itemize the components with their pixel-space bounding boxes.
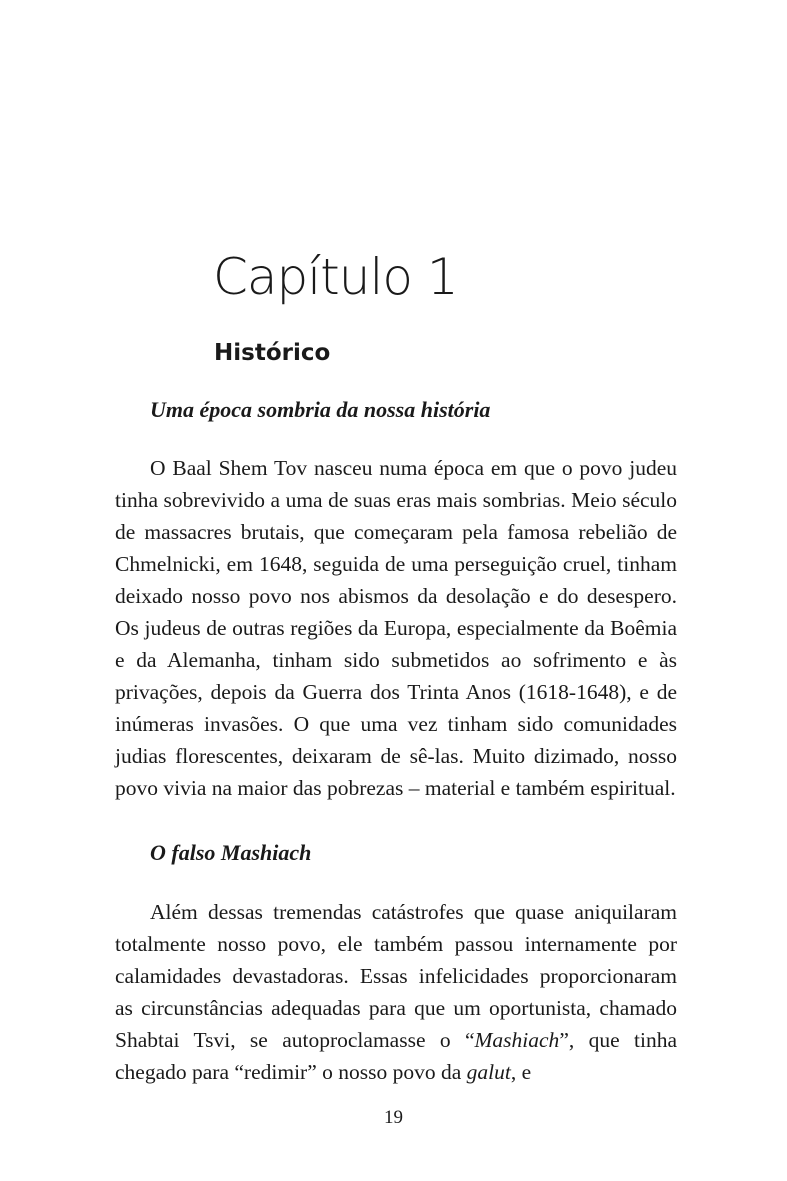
sub-heading-dark-era: Uma época sombria da nossa história [150, 397, 491, 422]
italic-term-galut: galut [466, 1060, 511, 1084]
section-title: Histórico [214, 340, 331, 366]
sub-heading-false-mashiach: O falso Mashiach [150, 840, 312, 865]
italic-term-mashiach: Mashiach [474, 1028, 560, 1052]
paragraph-text-segment: ”, que tinha chegado para “redimir” o nosso povo da [115, 1028, 677, 1084]
page-number: 19 [384, 1107, 403, 1128]
paragraph-false-mashiach [115, 896, 677, 1088]
chapter-title: Capítulo 1 [213, 248, 458, 306]
paragraph-text-segment: Além dessas tremendas catástrofes que quase aniquilaram totalmente nosso povo, ele também passou internamente por calamidades devastadoras. Essas infelicidades proporcionaram as circunstâncias adequadas para que um oportunista, chamado Shabtai Tsvi, se autoproclamasse o “ [115, 900, 677, 1052]
paragraph-dark-era: O Baal Shem Tov nasceu numa época em que o povo judeu tinha sobrevivido a uma de suas eras mais sombrias. Meio século de massacres brutais, que começaram pela famosa rebelião de Chmelnicki, em 1648, seguida de uma perseguição cruel, tinham deixado nosso povo nos abismos da desolação e do desespero. Os judeus de outras regiões da Europa, especialmente da Boêmia e da Alemanha, tinham sido submetidos ao sofrimento e às privações, depois da Guerra dos Trinta Anos (1618-1648), e de inúmeras invasões. O que uma vez tinham sido comunidades judias florescentes, deixaram de sê-las. Muito dizimado, nosso povo vivia na maior das pobrezas – material e também espiritual. [115, 456, 677, 800]
paragraph-text-segment: , e [510, 1060, 532, 1084]
